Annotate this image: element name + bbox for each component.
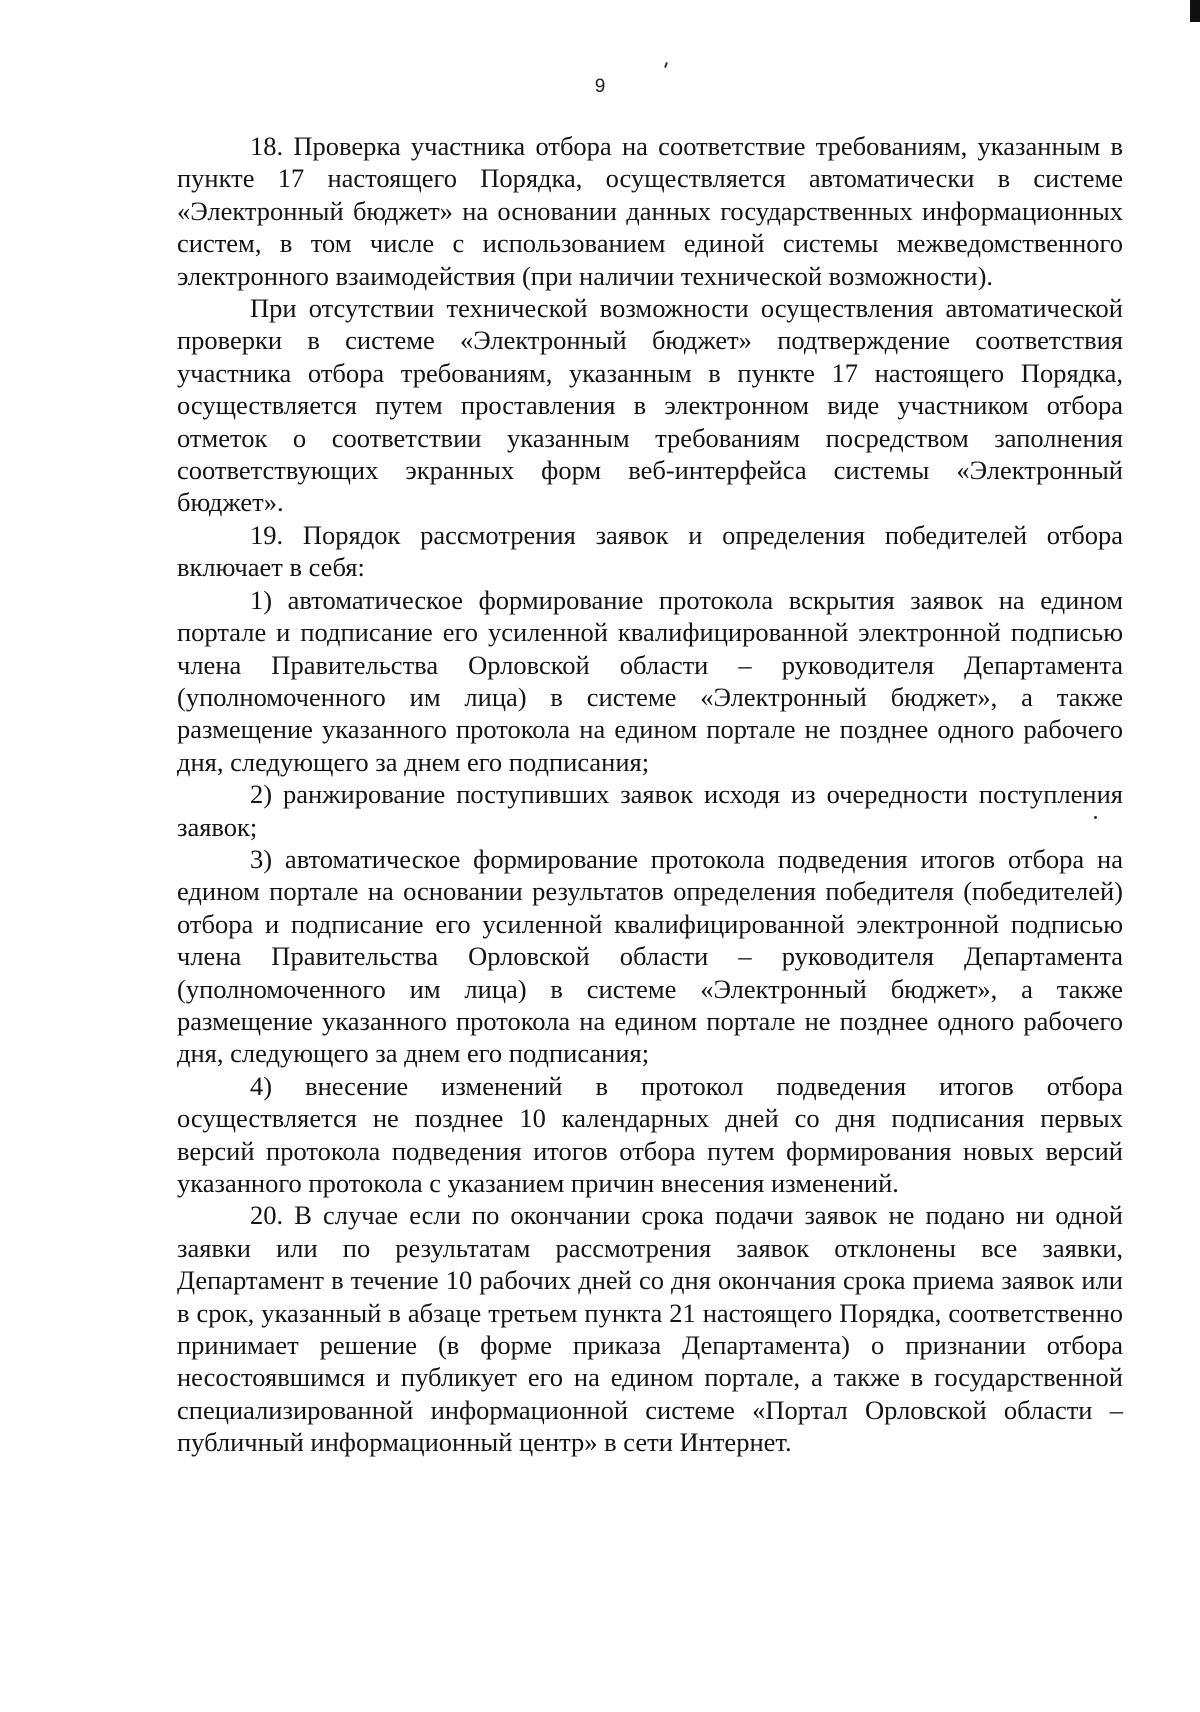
document-body bbox=[177, 130, 1123, 1459]
paragraph-18-no-technical-possibility: При отсутствии технической возможности осуществления автоматической проверки в системе «Электронный бюджет» подтверждение соответствия участника отбора требованиям, указанным в пункте 17 настоящего Порядка, осуществляется путем проставления в электронном виде участником отбора отметок о соответствии указанным требованиям посредством заполнения соответствующих экранных форм веб-интерфейса системы «Электронный бюджет». bbox=[177, 293, 1123, 518]
paragraph-20: 20. В случае если по окончании срока подачи заявок не подано ни одной заявки или по результатам рассмотрения заявок отклонены все заявки, Департамент в течение 10 рабочих дней со дня окончания срока приема заявок или в срок, указанный в абзаце третьем пункта 21 настоящего Порядка, соответственно принимает решение (в форме приказа Департамента) о признании отбора несостоявшимся и публикует его на едином портале, а также в государственной специализированной информационной системе «Портал Орловской области – публичный информационный центр» в сети Интернет. bbox=[177, 1200, 1123, 1458]
scan-speck bbox=[664, 62, 668, 68]
paragraph-19-item-1: 1) автоматическое формирование протокола вскрытия заявок на едином портале и подписание его усиленной квалифицированной электронной подписью члена Правительства Орловской области – руководителя Департамента (уполномоченного им лица) в системе «Электронный бюджет», а также размещение указанного протокола на едином портале не позднее одного рабочего дня, следующего за днем его подписания; bbox=[177, 584, 1123, 777]
paragraph-18: 18. Проверка участника отбора на соответствие требованиям, указанным в пункте 17 настоящего Порядка, осуществляется автоматически в системе «Электронный бюджет» на основании данных государственных информационных систем, в том числе с использованием единой системы межведомственного электронного взаимодействия (при наличии технической возможности). bbox=[177, 131, 1123, 291]
paragraph-19-item-3: 3) автоматическое формирование протокола подведения итогов отбора на едином портале на основании результатов определения победителя (победителей) отбора и подписание его усиленной квалифицированной электронной подписью члена Правительства Орловской области – руководителя Департамента (уполномоченного им лица) в системе «Электронный бюджет», а также размещение указанного протокола на едином портале не позднее одного рабочего дня, следующего за днем его подписания; bbox=[177, 843, 1123, 1069]
page-number: 9 bbox=[594, 76, 606, 97]
paragraph-19-item-2: 2) ранжирование поступивших заявок исходя из очередности поступления заявок; bbox=[177, 779, 1123, 842]
paragraph-19-item-4: 4) внесение изменений в протокол подведения итогов отбора осуществляется не позднее 10 календарных дней со дня подписания первых версий протокола подведения итогов отбора путем формирования новых версий указанного протокола с указанием причин внесения изменений. bbox=[177, 1070, 1123, 1198]
paragraph-19: 19. Порядок рассмотрения заявок и определения победителей отбора включает в себя: bbox=[177, 519, 1123, 583]
scan-edge-mark bbox=[1190, 0, 1200, 22]
